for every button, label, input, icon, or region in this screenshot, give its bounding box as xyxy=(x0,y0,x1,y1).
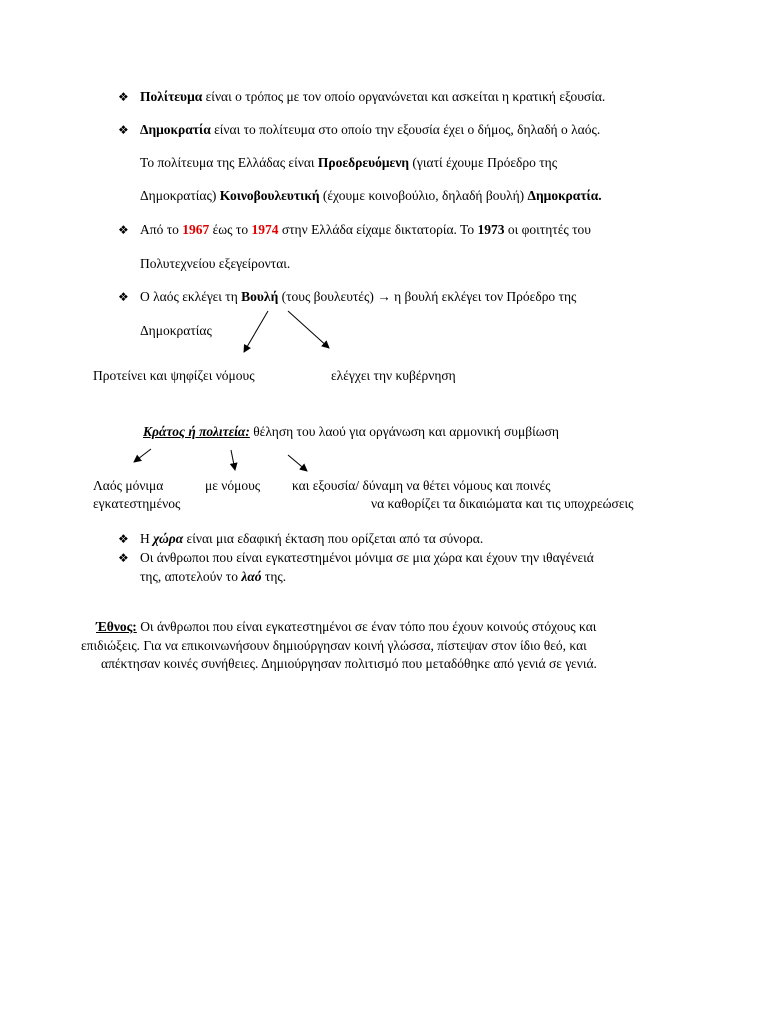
laos-line-2 xyxy=(140,569,286,585)
xora-term: χώρα xyxy=(153,531,184,546)
koinovouleftiki-term: Κοινοβουλευτική xyxy=(219,188,320,203)
ethnos-line-2: επιδιώξεις. Για να επικοινωνήσουν δημιούργησαν κοινή γλώσσα, πίστεψαν στον ίδιο θεό, και xyxy=(81,638,587,653)
dimokratia-term: Δημοκρατία xyxy=(140,122,211,137)
year-1974: 1974 xyxy=(251,222,279,237)
branch-elegxei: ελέγχει την κυβέρνηση xyxy=(331,368,456,383)
kratos-term: Κράτος ή πολιτεία: xyxy=(143,424,250,439)
bullet-icon: ❖ xyxy=(118,90,129,104)
text-run: Οι άνθρωποι που είναι εγκατεστημένοι σε έναν τόπο που έχουν κοινούς στόχους και xyxy=(136,619,597,634)
lao-term: λαό xyxy=(241,569,262,584)
proedrevomeni-term: Προεδρευόμενη xyxy=(317,155,410,170)
kratos-exousia-2: να καθορίζει τα δικαιώματα και τις υποχρεώσεις xyxy=(371,496,634,511)
kratos-exousia-1: και εξουσία/ δύναμη να θέτει νόμους και ποινές xyxy=(292,478,551,493)
kratos-definition xyxy=(143,424,559,440)
text-run: στην Ελλάδα είχαμε δικτατορία. Το xyxy=(278,222,478,237)
text-run: οι φοιτητές του xyxy=(504,222,591,237)
text-run: της, αποτελούν το xyxy=(140,569,242,584)
text-run: είναι μια εδαφική έκταση που ορίζεται από τα σύνορα. xyxy=(183,531,484,546)
kratos-laos-1: Λαός μόνιμα xyxy=(93,478,164,493)
text-run: Δημοκρατίας) xyxy=(140,188,220,203)
arrow-to-laos xyxy=(134,449,151,462)
text-run: Ο λαός εκλέγει τη xyxy=(140,289,242,304)
politeuma-text: είναι ο τρόπος με τον οποίο οργανώνεται και ασκείται η κρατική εξουσία. xyxy=(202,89,606,104)
year-1967: 1967 xyxy=(182,222,210,237)
kratos-laos-2: εγκατεστημένος xyxy=(93,496,181,511)
text-run: έως το xyxy=(209,222,252,237)
bullet-icon: ❖ xyxy=(118,551,129,565)
text-run: (γιατί έχουμε Πρόεδρο της xyxy=(409,155,558,170)
text-run: (έχουμε κοινοβούλιο, δηλαδή βουλή) xyxy=(319,188,528,203)
text-run: Το πολίτευμα της Ελλάδας είναι xyxy=(140,155,318,170)
text-run: της. xyxy=(261,569,287,584)
bullet-icon: ❖ xyxy=(118,532,129,546)
ethnos-term: Έθνος: xyxy=(96,619,137,634)
bullet-icon: ❖ xyxy=(118,290,129,304)
branch-proteinei: Προτείνει και ψηφίζει νόμους xyxy=(93,368,255,383)
politeuma-term: Πολίτευμα xyxy=(140,89,203,104)
vouli-line-2: Δημοκρατίας xyxy=(140,323,212,338)
diktatoria-line-2: Πολυτεχνείου εξεγείρονται. xyxy=(140,256,291,271)
arrow-to-exousia xyxy=(288,455,307,471)
ethnos-line-1 xyxy=(96,619,596,635)
arrow-to-elegxei xyxy=(288,311,329,348)
ethnos-line-3: απέκτησαν κοινές συνήθειες. Δημιούργησαν πολιτισμό που μεταδόθηκε από γενιά σε γενιά. xyxy=(101,656,597,671)
laos-line-1: Οι άνθρωποι που είναι εγκατεστημένοι μόνιμα σε μια χώρα και έχουν την ιθαγένειά xyxy=(140,550,594,565)
year-1973: 1973 xyxy=(477,222,505,237)
arrow-to-proteinei xyxy=(244,311,268,352)
text-run: Η xyxy=(140,531,154,546)
text-run: Από το xyxy=(140,222,183,237)
kratos-text: θέληση του λαού για οργάνωση και αρμονική συμβίωση xyxy=(249,424,559,439)
dimokratia-term-2: Δημοκρατία. xyxy=(527,188,602,203)
bullet-icon: ❖ xyxy=(118,123,129,137)
text-run: (τους βουλευτές) → η βουλή εκλέγει τον Πρόεδρο της xyxy=(278,289,577,304)
bullet-icon: ❖ xyxy=(118,223,129,237)
dimokratia-text: είναι το πολίτευμα στο οποίο την εξουσία έχει ο δήμος, δηλαδή ο λαός. xyxy=(210,122,601,137)
kratos-nomous: με νόμους xyxy=(205,478,261,493)
arrow-to-nomous xyxy=(231,450,235,470)
vouli-term: Βουλή xyxy=(241,289,279,304)
xora-definition xyxy=(140,531,483,547)
